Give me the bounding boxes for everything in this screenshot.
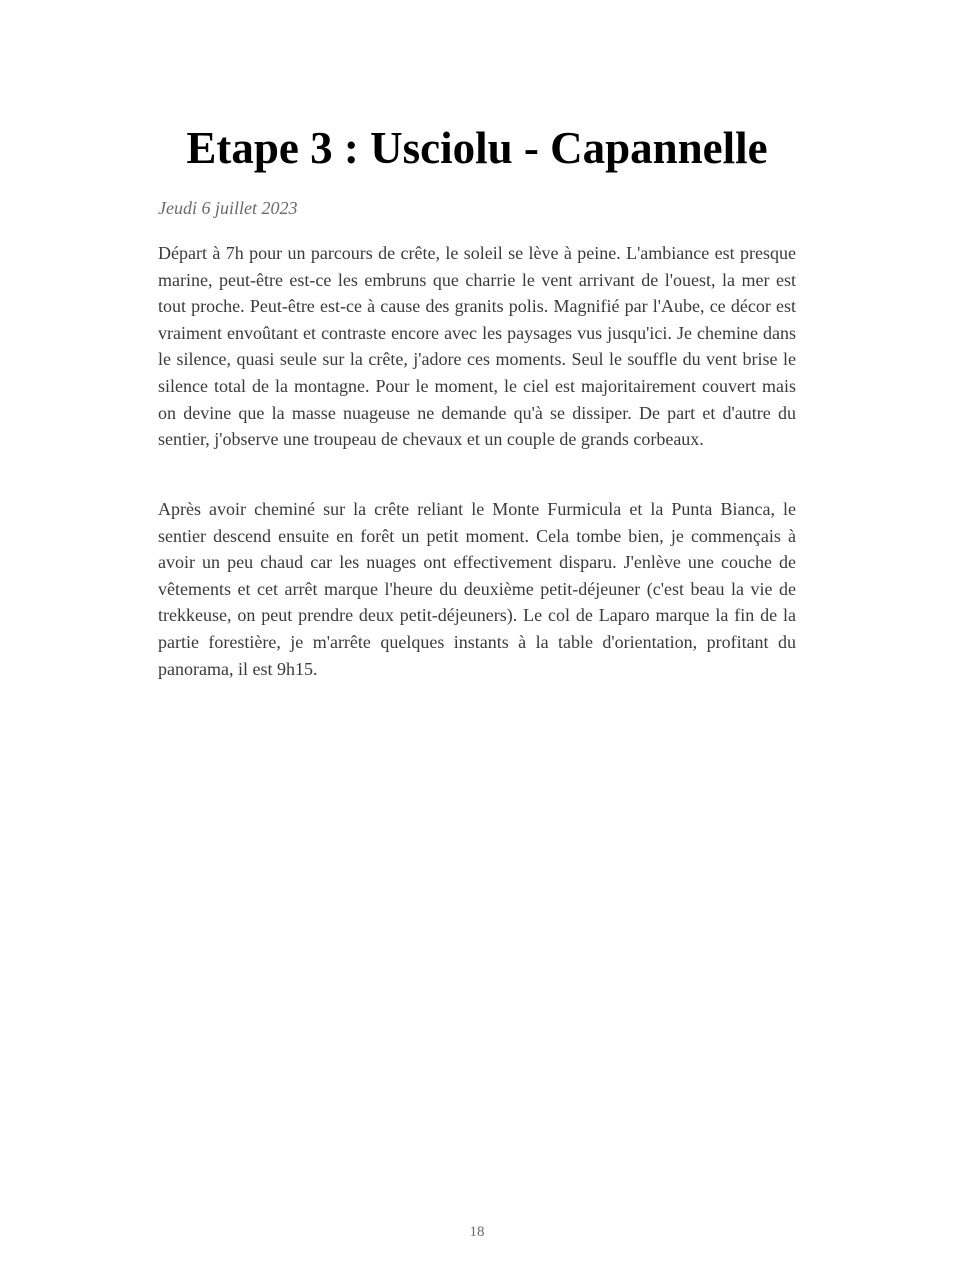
paragraph-2: Après avoir cheminé sur la crête reliant le Monte Furmicula et la Punta Bianca, le sentier descend ensuite en forêt un petit moment. Cela tombe bien, je commençais à avoir un peu chaud car les nuages ont effectivement disparu. J'enlève une couche de vêtements et cet arrêt marque l'heure du deuxième petit-déjeuner (c'est beau la vie de trekkeuse, on peut prendre deux petit-déjeuners). Le col de Laparo marque la fin de la partie forestière, je m'arrête quelques instants à la table d'orientation, profitant du panorama, il est 9h15. [158, 499, 796, 679]
paragraph-1: Départ à 7h pour un parcours de crête, le soleil se lève à peine. L'ambiance est presque marine, peut-être est-ce les embruns que charrie le vent arrivant de l'ouest, la mer est tout proche. Peut-être est-ce à cause des granits polis. Magnifié par l'Aube, ce décor est vraiment envoûtant et contraste encore avec les paysages vus jusqu'ici. Je chemine dans le silence, quasi seule sur la crête, j'adore ces moments. Seul le souffle du vent brise le silence total de la montagne. Pour le moment, le ciel est majoritairement couvert mais on devine que la masse nuageuse ne demande qu'à se dissiper. De part et d'autre du sentier, j'observe une troupeau de chevaux et un couple de grands corbeaux. [158, 243, 796, 450]
entry-date: Jeudi 6 juillet 2023 [158, 198, 298, 218]
page-title: Etape 3 : Usciolu - Capannelle [186, 123, 768, 173]
page-number: 18 [469, 1224, 485, 1240]
